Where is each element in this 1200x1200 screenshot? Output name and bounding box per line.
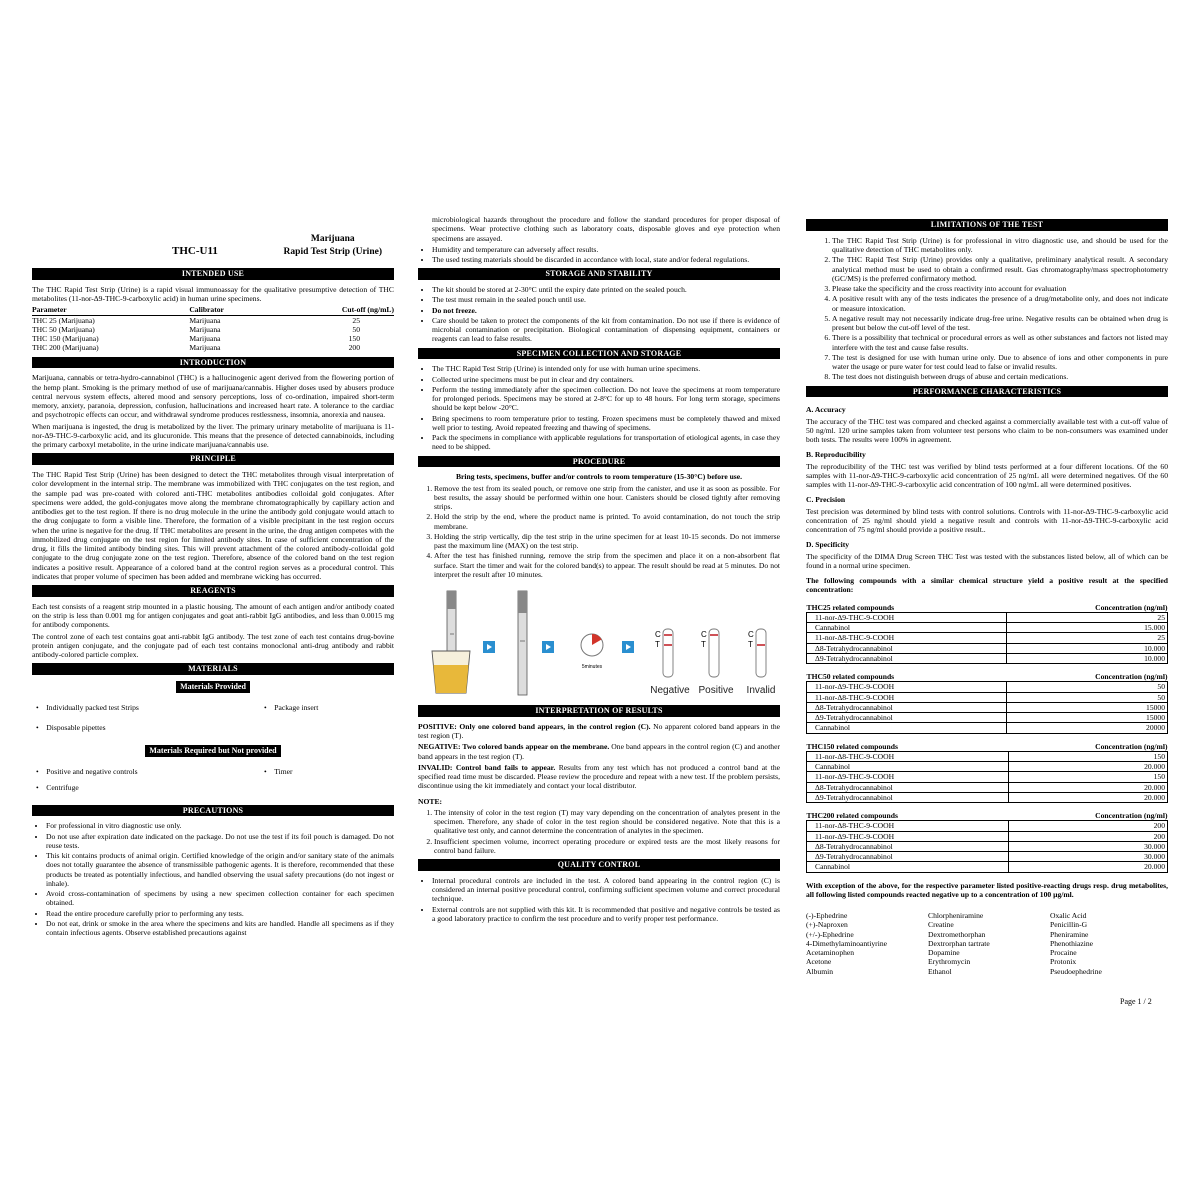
table-row bbox=[807, 772, 1168, 782]
table-cell: Cannabinol bbox=[807, 623, 1007, 633]
table-row bbox=[32, 343, 394, 352]
specimen-heading: SPECIMEN COLLECTION AND STORAGE bbox=[418, 348, 780, 360]
table-row bbox=[807, 821, 1168, 831]
list-item: • Timer bbox=[264, 766, 293, 776]
list-item: Oxalic Acid bbox=[1050, 911, 1087, 920]
list-item: • Avoid cross-contamination of specimens by using a new specimen collection container for each specimen obtained. bbox=[46, 889, 394, 908]
concentration-header: Concentration (ng/ml) bbox=[1008, 811, 1168, 821]
table-cell: 25 bbox=[352, 315, 360, 325]
accuracy-title: A. Accuracy bbox=[806, 405, 846, 415]
list-item: • Centrifuge bbox=[36, 782, 79, 792]
list-item: 1. The intensity of color in the test region (T) may vary depending on the concentration of analytes present in the specimen. Therefore, any shade of color in the test region should be considered negative. Note that this is a qualitative test only, and cannot determine the concentration of analytes in the specimen. bbox=[434, 808, 780, 836]
table-cell: 11-nor-Δ9-THC-9-COOH bbox=[807, 772, 1009, 782]
parameter-table bbox=[32, 305, 394, 352]
table-cell: 25 bbox=[1007, 633, 1168, 643]
table-cell: Marijuana bbox=[189, 315, 221, 325]
procedure-illustration bbox=[418, 589, 780, 701]
strip-handle bbox=[447, 591, 456, 609]
introduction-p2: When marijuana is ingested, the drug is metabolized by the liver. The primary urinary metabolite of marijuana is 11-nor-Δ9-THC-9-carboxylic acid, and its glucuronide. This means that the presence of detected cannabinoids, including the primary carboxyl metabolite, in the urine indicate marijuana/cannabis use. bbox=[32, 421, 394, 449]
table-row bbox=[807, 862, 1168, 872]
table-cell: THC 50 (Marijuana) bbox=[32, 324, 95, 334]
table-row bbox=[807, 643, 1168, 653]
list-item: Ethanol bbox=[928, 966, 952, 976]
list-item: 6. There is a possibility that technical or procedural errors as well as other substances and factors not listed may interfere with the test and cause false results. bbox=[832, 333, 1168, 352]
table-cell: 150 bbox=[1008, 772, 1168, 782]
table-cell: Δ8-Tetrahydrocannabinol bbox=[807, 702, 1007, 712]
list-item: • Bring specimens to room temperature prior to testing. Frozen specimens must be completely thawed and mixed well prior to testing. Avoid repeated freezing and thawing of specimens. bbox=[432, 414, 780, 433]
table-cell: Marijuana bbox=[189, 334, 221, 343]
table-cell: THC 200 (Marijuana) bbox=[32, 343, 99, 353]
list-item: (+/-)-Ephedrine bbox=[806, 929, 854, 939]
timer-label: 5minutes bbox=[581, 664, 603, 670]
table-cell: 10.000 bbox=[1007, 653, 1168, 663]
storage-heading: STORAGE AND STABILITY bbox=[418, 268, 780, 280]
table-cell: Δ8-Tetrahydrocannabinol bbox=[807, 643, 1007, 653]
negative-label: Negative bbox=[650, 685, 690, 696]
list-item: • Package insert bbox=[264, 702, 319, 712]
note-heading: NOTE: bbox=[418, 796, 443, 806]
precautions-continued: microbiological hazards throughout the procedure and follow the standard procedures for proper disposal of specimens. Wear protective clothing such as laboratory coats, disposable gloves and eye protection when specimens are assayed. bbox=[432, 215, 780, 243]
table-row bbox=[807, 782, 1168, 792]
procedure-lead: Bring tests, specimens, buffer and/or controls to room temperature (15-30°C) before use. bbox=[455, 472, 743, 482]
table-cell: 50 bbox=[1007, 692, 1168, 702]
precision-title: C. Precision bbox=[806, 495, 846, 505]
table-cell: 20.000 bbox=[1008, 862, 1168, 872]
compound-table-title: THC150 related compounds bbox=[807, 742, 1009, 752]
list-item: • Internal procedural controls are included in the test. A colored band appearing in the control region (C) is considered an internal positive procedural control, confirming sufficient specimen volume and correct procedural technique. bbox=[432, 876, 780, 904]
list-item: Acetone bbox=[806, 957, 832, 967]
table-row bbox=[807, 762, 1168, 772]
specificity-title: D. Specificity bbox=[806, 540, 850, 550]
table-cell: 11-nor-Δ9-THC-9-COOH bbox=[807, 831, 1009, 841]
table-row bbox=[807, 612, 1168, 622]
interpretation-negative: NEGATIVE: Two colored bands appear on the membrane. One band appears in the control region (C) and another band appears in the test region (T). bbox=[418, 742, 780, 761]
intended-use-heading: INTENDED USE bbox=[32, 268, 394, 280]
table-cell: 50 bbox=[1007, 682, 1168, 692]
materials-provided-heading: Materials Provided bbox=[176, 681, 250, 693]
precautions-list bbox=[32, 821, 394, 937]
table-row bbox=[32, 334, 394, 343]
table-cell: 20.000 bbox=[1008, 762, 1168, 772]
compound-table bbox=[806, 603, 1168, 665]
list-item: • Do not freeze. bbox=[432, 306, 780, 315]
positive-result-strip bbox=[709, 629, 719, 677]
negative-compounds-col-2 bbox=[928, 911, 1046, 976]
specificity-text: The specificity of the DIMA Drug Screen THC Test was tested with the substances listed below, all of which can be found in a normal urine specimen. bbox=[806, 551, 1168, 570]
table-cell: 15000 bbox=[1007, 702, 1168, 712]
list-item: 2. Hold the strip by the end, where the product name is printed. To avoid contamination, do not touch the strip membrane. bbox=[434, 512, 780, 531]
table-cell: 200 bbox=[1008, 821, 1168, 831]
storage-list bbox=[418, 285, 780, 344]
materials-required-heading: Materials Required but Not provided bbox=[145, 745, 280, 757]
list-item: (+)-Naproxen bbox=[806, 920, 848, 930]
list-item: Penicillin-G bbox=[1050, 920, 1088, 930]
list-item: • Pack the specimens in compliance with applicable regulations for transportation of etiological agents, in case they need to be shipped. bbox=[432, 433, 780, 452]
table-cell: 50 bbox=[352, 324, 360, 334]
compound-table bbox=[806, 672, 1168, 734]
table-cell: 15.000 bbox=[1007, 623, 1168, 633]
procedure-heading: PROCEDURE bbox=[418, 456, 780, 468]
concentration-header: Concentration (ng/ml) bbox=[1008, 742, 1168, 752]
table-cell: 150 bbox=[1008, 751, 1168, 761]
exception-text: With exception of the above, for the respective parameter listed positive-reacting drugs resp. drug metabolites, all following listed compounds reacted negative up to a concentration of 100 µg/ml. bbox=[806, 880, 1168, 899]
materials-provided-list bbox=[32, 699, 394, 739]
table-cell: 11-nor-Δ8-THC-9-COOH bbox=[807, 692, 1007, 702]
compound-table-title: THC200 related compounds bbox=[807, 811, 1009, 821]
table-row bbox=[807, 692, 1168, 702]
table-cell: 11-nor-Δ8-THC-9-COOH bbox=[807, 751, 1009, 761]
table-cell: Cannabinol bbox=[807, 723, 1007, 733]
limitations-list bbox=[806, 236, 1168, 382]
list-item: • The used testing materials should be discarded in accordance with local, state and/or federal regulations. bbox=[432, 255, 780, 264]
list-item: • Positive and negative controls bbox=[36, 766, 138, 776]
compound-tables bbox=[806, 603, 1168, 873]
column-1 bbox=[32, 228, 394, 939]
table-cell: 30.000 bbox=[1008, 852, 1168, 862]
page-number: Page 1 / 2 bbox=[1120, 997, 1152, 1006]
specimen-list bbox=[418, 364, 780, 451]
table-row bbox=[807, 653, 1168, 663]
table-cell: 150 bbox=[348, 334, 360, 343]
list-item: • This kit contains products of animal origin. Certified knowledge of the origin and/or sanitary state of the animals does not totally guarantee the absence of transmissible pathogenic agents. It is therefore, recommended that these products be treated as potentially infectious, and handled observing the usual safety precautions (do not ingest or inhale). bbox=[46, 851, 394, 888]
procedure-steps bbox=[418, 484, 780, 580]
table-cell: 20.000 bbox=[1008, 792, 1168, 802]
t-label: T bbox=[701, 640, 706, 649]
interpretation-positive: POSITIVE: Only one colored band appears, in the control region (C). No apparent colored band appears in the test region (T). bbox=[418, 721, 780, 740]
reagents-heading: REAGENTS bbox=[32, 585, 394, 597]
table-cell: Δ9-Tetrahydrocannabinol bbox=[807, 713, 1007, 723]
table-row bbox=[807, 831, 1168, 841]
list-item: 4-Dimethylaminoantiyrine bbox=[806, 938, 887, 948]
list-item: 4. A positive result with any of the tests indicates the presence of a drug/metabolite only, and does not indicate or measure intoxication. bbox=[832, 294, 1168, 313]
table-header-cell: Calibrator bbox=[189, 305, 271, 315]
following-compounds-text: The following compounds with a similar chemical structure yield a positive result at the specified concentration: bbox=[806, 576, 1168, 595]
table-cell: Δ9-Tetrahydrocannabinol bbox=[807, 653, 1007, 663]
list-item: 1. The THC Rapid Test Strip (Urine) is for professional in vitro diagnostic use, and should be used for the qualitative detection of THC metabolites only. bbox=[832, 236, 1168, 255]
list-item: Erythromycin bbox=[928, 957, 971, 967]
reagents-p2: The control zone of each test contains goat anti-rabbit IgG antibody. The test zone of each test contains drug-bovine protein antigen conjugate, and the conjugate pad of each test contains monoclonal anti-drug antibody and rabbit antibody-colored particle complex. bbox=[32, 631, 394, 659]
table-cell: Cannabinol bbox=[807, 862, 1009, 872]
quality-list bbox=[418, 876, 780, 923]
table-cell: Cannabinol bbox=[807, 762, 1009, 772]
interpretation-invalid: INVALID: Control band fails to appear. Results from any test which has not produced a control band at the specified read time must be discarded. Please review the procedure and repeat with a new test. If the problem persists, discontinue using the kit immediately and contact your local distributor. bbox=[418, 762, 780, 791]
table-row bbox=[807, 702, 1168, 712]
invalid-result-strip bbox=[756, 629, 766, 677]
table-cell: Marijuana bbox=[189, 343, 221, 353]
list-item: Dextromethorphan bbox=[928, 929, 986, 939]
materials-heading: MATERIALS bbox=[32, 663, 394, 675]
performance-heading: PERFORMANCE CHARACTERISTICS bbox=[806, 386, 1168, 398]
list-item: • Read the entire procedure carefully prior to performing any tests. bbox=[46, 909, 394, 918]
list-item: • The test must remain in the sealed pouch until use. bbox=[432, 295, 780, 304]
column-3 bbox=[806, 215, 1168, 976]
negative-result-strip bbox=[663, 629, 673, 677]
compound-table bbox=[806, 742, 1168, 804]
table-cell: 200 bbox=[1008, 831, 1168, 841]
column-2 bbox=[418, 215, 780, 925]
table-cell: Δ9-Tetrahydrocannabinol bbox=[807, 852, 1009, 862]
list-item: Dextrorphan tartrate bbox=[928, 938, 990, 948]
table-cell: 30.000 bbox=[1008, 841, 1168, 851]
list-item: • Care should be taken to protect the components of the kit from contamination. Do not use if there is evidence of microbial contamination or precipitation. Biological contamination of dispensing equipment, containers or reagents can lead to false results. bbox=[432, 316, 780, 344]
table-row bbox=[807, 841, 1168, 851]
list-item: Albumin bbox=[806, 966, 834, 976]
table-cell: Δ8-Tetrahydrocannabinol bbox=[807, 782, 1009, 792]
negative-compounds bbox=[806, 911, 1168, 976]
list-item: Dopamine bbox=[928, 948, 960, 957]
t-label: T bbox=[655, 640, 660, 649]
table-cell: 11-nor-Δ8-THC-9-COOH bbox=[807, 633, 1007, 643]
accuracy-text: The accuracy of the THC test was compared and checked against a commercially available test with a cut-off value of 50 ng/ml. 120 urine samples taken from volunteer test persons who claim to be non-consumers was examined under both tests. The results were 100% in agreement. bbox=[806, 416, 1168, 444]
table-cell: THC 25 (Marijuana) bbox=[32, 315, 95, 325]
list-item: 1. Remove the test from its sealed pouch, or remove one strip from the canister, and use it as soon as possible. For best results, the assay should be performed within one hour. Canisters should be closed tightly after removing strips. bbox=[434, 484, 780, 512]
table-row bbox=[807, 751, 1168, 761]
list-item: • The kit should be stored at 2-30°C until the expiry date printed on the sealed pouch. bbox=[432, 285, 780, 294]
invalid-label: Invalid bbox=[746, 685, 776, 696]
introduction-heading: INTRODUCTION bbox=[32, 357, 394, 369]
materials-required-list bbox=[32, 763, 394, 801]
list-item: • Disposable pipettes bbox=[36, 722, 106, 732]
table-row bbox=[807, 623, 1168, 633]
table-cell: 200 bbox=[348, 343, 360, 353]
table-cell: 10.000 bbox=[1007, 643, 1168, 653]
list-item: • Do not eat, drink or smoke in the area where the specimens and kits are handled. Handle all specimens as if they contain infectious agents. Observe established precautions against bbox=[46, 919, 394, 938]
table-row bbox=[807, 723, 1168, 733]
table-cell: 11-nor-Δ9-THC-9-COOH bbox=[807, 682, 1007, 692]
principle-text: The THC Rapid Test Strip (Urine) has been designed to detect the THC metabolites through visual interpretation of color development in the internal strip. The membrane was immobilized with THC conjugates on the test region, and the sample pad was pre-coated with colored anti-THC metabolites antibodies colloidal gold conjugates. After specimens were added, the gold-conjugates move along the membrane chromatographically by capillary action and antibodies get to the test region. If there is no drug molecule in the urine the antibody gold conjugate would attach to the drug conjugate to form a visible line. Therefore, the formation of a visible precipitant in the test region occurs when the urine is negative for the drug. If THC metabolites are present in the urine, the drug antigen competes with the immobilized drug conjugate on the test region for limited antibody sites. In case of sufficient concentration of the drug, it fills the limited antibody binding sites. This will prevent attachment of the colored antibody-colloidal gold conjugate to the drug conjugate zone on the test region. Therefore, absence of the colored band on the test region indicates a positive result. Appearance of a colored band at the control region serves as a procedural control. This indicates that proper volume of specimen has been added and membrane wicking has occurred. bbox=[32, 470, 394, 581]
introduction-p1: Marijuana, cannabis or tetra-hydro-cannabinol (THC) is a hallucinogenic agent derived from the flowering portion of the hemp plant. Smoking is the primary method of use of marijuana/cannabis. Higher doses used by abusers produce central nervous system effects, altered mood and sensory perceptions, loss of co-ordination, impaired short-term memory, anxiety, paranoia, depression, confusion, hallucinations and increased heart rate. A tolerance to the cardiac and psychotropic effects can occur, and withdrawal syndrome produces restlessness, insomnia, anorexia and nausea. bbox=[32, 373, 394, 420]
table-cell: 25 bbox=[1007, 612, 1168, 622]
table-row bbox=[807, 633, 1168, 643]
table-row bbox=[32, 325, 394, 334]
c-label: C bbox=[655, 630, 661, 639]
precautions-continued-list bbox=[418, 245, 780, 265]
list-item: Procaine bbox=[1050, 948, 1077, 957]
quality-heading: QUALITY CONTROL bbox=[418, 859, 780, 871]
table-row bbox=[807, 852, 1168, 862]
concentration-header: Concentration (ng/ml) bbox=[1007, 672, 1168, 682]
list-item: • Perform the testing immediately after the specimen collection. Do not leave the specimens at room temperature for prolonged periods. Specimens may be stored at 2-8°C for up to 48 hours. For long term storage, specimens should be kept below -20°C. bbox=[432, 385, 780, 413]
urine-level bbox=[434, 665, 469, 693]
list-item: 3. Holding the strip vertically, dip the test strip in the urine specimen for at least 10-15 seconds. Do not immerse past the maximum line (MAX) on the test strip. bbox=[434, 532, 780, 551]
negative-compounds-col-3 bbox=[1050, 911, 1168, 976]
list-item: Phenothiazine bbox=[1050, 938, 1094, 948]
precision-text: Test precision was determined by blind tests with control solutions. Controls with 11-nor-Δ9-THC-9-carboxylic acid concentration of 25 ng/ml should yield a negative result and controls with 11-nor-Δ9-THC-9-carboxylic acid concentration of 75 ng/ml should provide a positive result.. bbox=[806, 506, 1168, 534]
list-item: 3. Please take the specificity and the cross reactivity into account for evaluation bbox=[832, 284, 1168, 293]
list-item: (-)-Ephedrine bbox=[806, 911, 848, 920]
list-item: 2. Insufficient specimen volume, incorrect operating procedure or expired tests are the most likely reasons for control band failure. bbox=[434, 837, 780, 856]
list-item: • Individually packed test Strips bbox=[36, 702, 139, 712]
list-item: 2. The THC Rapid Test Strip (Urine) provides only a qualitative, preliminary analytical result. A secondary analytical method must be used to obtain a confirmed result. Gas chromatography/mass spectrophotometry (GC/MS) is the preferred confirmatory method. bbox=[832, 255, 1168, 283]
list-item: Pheniramine bbox=[1050, 929, 1089, 939]
table-header-cell: Cut-off (ng/mL) bbox=[271, 305, 394, 315]
product-title: Marijuana Rapid Test Strip (Urine) bbox=[283, 234, 382, 257]
list-item: • Humidity and temperature can adversely affect results. bbox=[432, 245, 780, 254]
table-cell: 15000 bbox=[1007, 713, 1168, 723]
table-header-cell: Parameter bbox=[32, 305, 189, 315]
list-item: 5. A negative result may not necessarily indicate drug-free urine. Negative results can be obtained when drug is present but below the cut-off level of the test. bbox=[832, 314, 1168, 333]
document-header bbox=[32, 228, 394, 258]
positive-label: Positive bbox=[698, 685, 734, 696]
compound-table-title: THC25 related compounds bbox=[807, 603, 1007, 613]
list-item: • Do not use after expiration date indicated on the package. Do not use the test if its foil pouch is damaged. Do not reuse tests. bbox=[46, 832, 394, 851]
list-item: Acetaminophen bbox=[806, 948, 855, 957]
compound-table bbox=[806, 811, 1168, 873]
list-item: • External controls are not supplied with this kit. It is recommended that positive and negative controls be tested as a good laboratory practice to confirm the test procedure and to verify proper test performance. bbox=[432, 905, 780, 924]
table-cell: Marijuana bbox=[189, 324, 221, 334]
compound-table-title: THC50 related compounds bbox=[807, 672, 1007, 682]
list-item: • The THC Rapid Test Strip (Urine) is intended only for use with human urine specimens. bbox=[432, 364, 780, 373]
table-row bbox=[807, 713, 1168, 723]
list-item: • Collected urine specimens must be put in clear and dry containers. bbox=[432, 375, 780, 384]
list-item: Protonix bbox=[1050, 957, 1077, 967]
product-code: THC-U11 bbox=[172, 244, 218, 257]
table-row bbox=[807, 792, 1168, 802]
list-item: 4. After the test has finished running, remove the strip from the specimen and place it on a non-absorbent flat surface. Start the timer and wait for the colored band(s) to appear. The result should be read at 5 minutes. Do not interpret the result after 10 minutes. bbox=[434, 551, 780, 579]
list-item: Chlorpheniramine bbox=[928, 911, 984, 920]
list-item: 7. The test is designed for use with human urine only. Due to absence of ions and other components in pure water the usage or pure water for test could lead to false or invalid results. bbox=[832, 353, 1168, 372]
table-row bbox=[807, 682, 1168, 692]
list-item: 8. The test does not distinguish between drugs of abuse and certain medications. bbox=[832, 372, 1168, 381]
reproducibility-text: The reproducibility of the THC test was verified by blind tests performed at a four different locations. Of the 60 samples with 11-nor-Δ9-THC-9-carboxylic acid concentration of 25 ng/mL all were determined negatives. Of the 60 samples with 11-nor-Δ9-THC-9-carboxylic acid concentration of 100 ng/mL all were determined positives. bbox=[806, 461, 1168, 489]
table-cell: Δ8-Tetrahydrocannabinol bbox=[807, 841, 1009, 851]
table-cell: THC 150 (Marijuana) bbox=[32, 334, 99, 343]
procedure-figure bbox=[418, 589, 780, 701]
reagents-p1: Each test consists of a reagent strip mounted in a plastic housing. The amount of each antigen and/or antibody coated on the strip is less than 0.001 mg for antigen conjugates and goat anti-rabbit IgG antibodies, and less than 0.0015 mg for antibody components. bbox=[32, 601, 394, 630]
list-item: • For professional in vitro diagnostic use only. bbox=[46, 821, 394, 830]
t-label: T bbox=[748, 640, 753, 649]
c-label: C bbox=[701, 630, 707, 639]
table-cell: 11-nor-Δ8-THC-9-COOH bbox=[807, 821, 1009, 831]
c-label: C bbox=[748, 630, 754, 639]
reproducibility-title: B. Reproducibility bbox=[806, 450, 866, 460]
principle-heading: PRINCIPLE bbox=[32, 453, 394, 465]
notes-list bbox=[418, 808, 780, 855]
precautions-heading: PRECAUTIONS bbox=[32, 805, 394, 817]
table-row bbox=[32, 315, 394, 325]
table-cell: 20.000 bbox=[1008, 782, 1168, 792]
table-cell: 11-nor-Δ9-THC-9-COOH bbox=[807, 612, 1007, 622]
limitations-heading: LIMITATIONS OF THE TEST bbox=[806, 219, 1168, 231]
table-cell: Δ9-Tetrahydrocannabinol bbox=[807, 792, 1009, 802]
interpretation-heading: INTERPRETATION OF RESULTS bbox=[418, 705, 780, 717]
table-cell: 20000 bbox=[1007, 723, 1168, 733]
list-item: Pseudoephedrine bbox=[1050, 966, 1102, 976]
negative-compounds-col-1 bbox=[806, 911, 924, 976]
list-item: Creatine bbox=[928, 920, 954, 930]
intended-use-text: The THC Rapid Test Strip (Urine) is a rapid visual immunoassay for the qualitative presumptive detection of THC metabolites (11-nor-Δ9-THC-9-carboxylic acid) in human urine specimens. bbox=[32, 284, 394, 303]
concentration-header: Concentration (ng/ml) bbox=[1007, 603, 1168, 613]
